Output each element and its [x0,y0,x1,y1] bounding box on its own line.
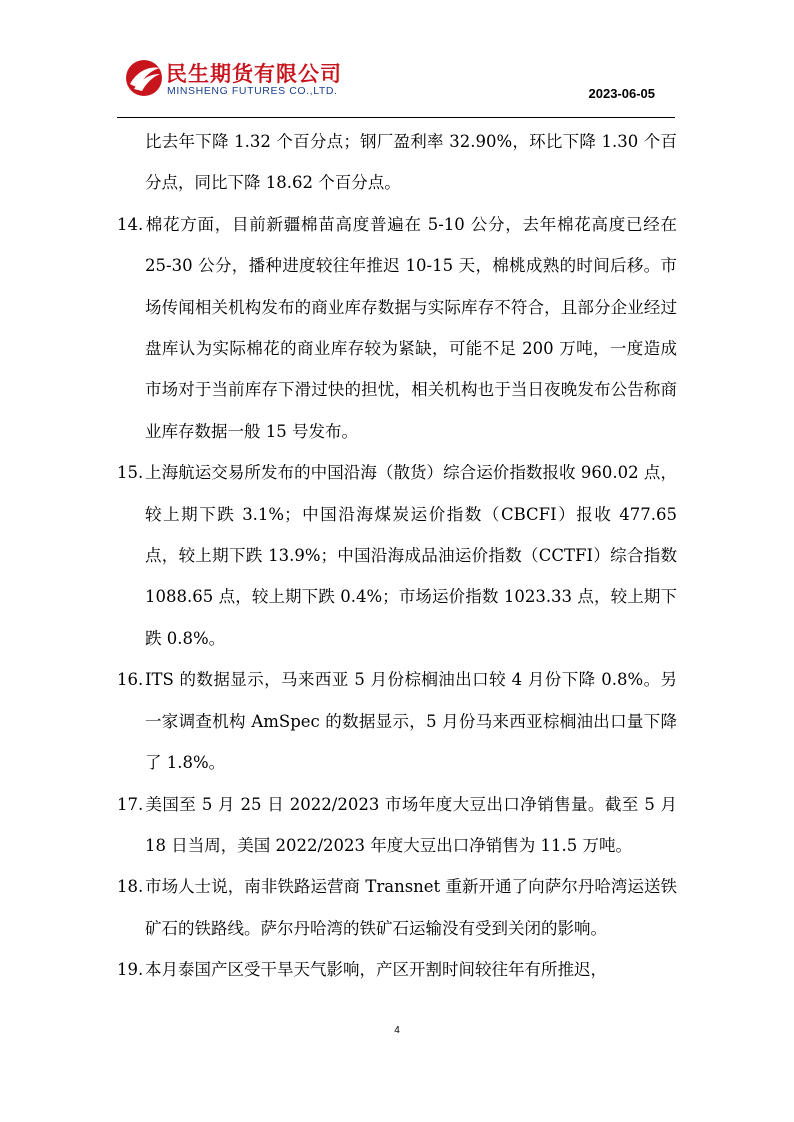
item-text: 市场人士说，南非铁路运营商 Transnet 重新开通了向萨尔丹哈湾运送铁矿石的铁路线。萨尔丹哈湾的铁矿石运输没有受到关闭的影响。 [145,877,677,938]
item-text: 比去年下降 1.32 个百分点；钢厂盈利率 32.90%，环比下降 1.30 个百分点，同比下降 18.62 个百分点。 [145,132,677,193]
item-number: 18. [117,877,144,897]
minsheng-logo-icon [124,58,164,98]
list-item [117,121,677,204]
item-number: 16. [117,670,144,690]
logo-chinese-name: 民生期货有限公司 [166,62,342,86]
list-item [117,866,677,949]
item-number: 17. [117,794,144,814]
report-body [117,121,677,991]
list-item [117,949,677,990]
item-number: 15. [117,463,144,483]
item-number: 19. [117,960,144,980]
item-text: ITS 的数据显示，马来西亚 5 月份棕榈油出口较 4 月份下降 0.8%。另一家调查机构 AmSpec 的数据显示，5 月份马来西亚棕榈油出口量下降了 1.8%。 [145,670,677,773]
item-text: 美国至 5 月 25 日 2022/2023 市场年度大豆出口净销售量。截至 5 月 18 日当周，美国 2022/2023 年度大豆出口净销售为 11.5 万吨。 [145,794,677,855]
header-divider [117,117,675,118]
list-item [117,784,677,867]
page-number: 4 [394,1025,400,1036]
report-date: 2023-06-05 [588,86,655,101]
item-number: 14. [117,214,144,234]
company-logo [124,54,374,104]
item-text: 上海航运交易所发布的中国沿海（散货）综合运价指数报收 960.02 点，较上期下跌 3.1%；中国沿海煤炭运价指数（CBCFI）报收 477.65 点，较上期下跌 13.9%；中国沿海成品油运价指数（CCTFI）综合指数 1088.65 点，较上期下跌 0.4%；市场运价指数 1023.33 点，较上期下跌 0.8%。 [145,463,677,648]
list-item [117,659,677,783]
page-header [0,0,794,120]
item-text: 棉花方面，目前新疆棉苗高度普遍在 5-10 公分，去年棉花高度已经在 25-30 公分，播种进度较往年推迟 10-15 天，棉桃成熟的时间后移。市场传闻相关机构发布的商业库存数据与实际库存不符合，且部分企业经过盘库认为实际棉花的商业库存较为紧缺，可能不足 200 万吨，一度造成市场对于当前库存下滑过快的担忧，相关机构也于当日夜晚发布公告称商业库存数据一般 15 号发布。 [145,214,677,441]
item-text: 本月泰国产区受干旱天气影响，产区开割时间较往年有所推迟， [145,960,607,980]
list-item [117,452,677,659]
list-item [117,204,677,452]
logo-english-name: MINSHENG FUTURES CO.,LTD. [167,85,338,97]
